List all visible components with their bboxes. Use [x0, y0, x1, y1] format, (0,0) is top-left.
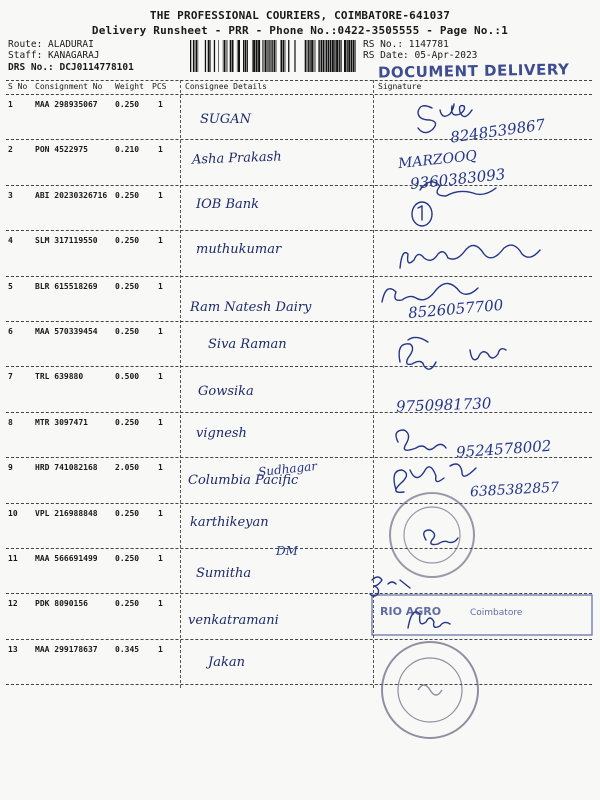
row-separator [6, 366, 592, 367]
table-row [0, 368, 600, 408]
row-sno: 8 [8, 417, 13, 427]
row-weight: 0.345 [115, 644, 140, 654]
row-sno: 5 [8, 281, 13, 291]
table-top-rule [6, 80, 592, 81]
row-pcs: 1 [158, 599, 163, 609]
row-sno: 10 [8, 508, 18, 518]
row-consignment-no: BLR 615518269 [35, 281, 98, 291]
rs-number: RS No.: 1147781 [363, 39, 449, 50]
row-separator [6, 412, 592, 413]
row-consignment-no: ABI 20230326716 [35, 190, 108, 200]
row-sno: 3 [8, 190, 13, 200]
row-consignee: muthukumar [196, 242, 282, 258]
runsheet-subtitle: Delivery Runsheet - PRR - Phone No.:0422-3505555 - Page No.:1 [91, 24, 509, 37]
row-consignee: karthikeyan [190, 514, 269, 530]
marzooq-note: MARZOOQ [397, 147, 478, 173]
table-row [0, 278, 600, 318]
row-consignment-no: PDK 8090156 [35, 599, 88, 609]
row-sno: 4 [8, 236, 13, 246]
row-consignment-no: PON 4522975 [35, 145, 88, 155]
table-row [0, 550, 600, 590]
staff-label: Staff: KANAGARAJ [8, 50, 100, 61]
col-header-consignee: Consignee Details [185, 82, 267, 91]
row-consignment-no: VPL 216988848 [35, 508, 98, 518]
row-pcs: 1 [158, 417, 163, 427]
row-weight: 0.250 [115, 417, 140, 427]
phone-row-7: 9750981730 [395, 394, 492, 416]
row-separator [6, 321, 592, 322]
row-separator [6, 593, 592, 594]
col-header-signature: Signature [378, 82, 422, 91]
row-weight: 0.250 [115, 100, 140, 109]
row-sno: 7 [8, 372, 13, 382]
row-weight: 0.250 [115, 236, 140, 246]
row-separator [6, 230, 592, 231]
phone-row-8: 9524578002 [455, 436, 552, 462]
table-row [0, 595, 600, 635]
rect-stamp-line2: Coimbatore [470, 608, 523, 618]
rect-stamp-line1: RIO AGRO [380, 605, 442, 618]
route-label: Route: ALADURAI [8, 39, 94, 50]
table-row [0, 141, 600, 181]
row-pcs: 1 [158, 327, 163, 336]
row-pcs: 1 [158, 100, 163, 109]
row-consignment-no: SLM 317119550 [35, 236, 98, 246]
row-pcs: 1 [158, 644, 163, 654]
row-sno: 6 [8, 327, 13, 336]
row-sno: 1 [8, 100, 13, 109]
phone-row-9: 6385382857 [469, 479, 560, 501]
row-consignee: IOB Bank [196, 196, 260, 212]
row-consignment-no: MAA 298935067 [35, 100, 98, 109]
table-row [0, 323, 600, 363]
row-weight: 0.250 [115, 190, 140, 200]
row-separator [6, 139, 592, 140]
row-pcs: 1 [158, 190, 163, 200]
row-weight: 0.250 [115, 554, 140, 563]
row-consignee: Asha Prakash [191, 149, 282, 168]
row-pcs: 1 [158, 236, 163, 246]
row-consignment-no: TRL 639880 [35, 372, 84, 382]
row-consignee: Sumitha [196, 566, 252, 581]
row-separator [6, 639, 592, 640]
table-row [0, 505, 600, 545]
phone-row-1: 8248539867 [449, 115, 547, 147]
row-separator [6, 185, 592, 186]
row-consignee: vignesh [196, 425, 247, 441]
row-pcs: 1 [158, 372, 163, 382]
row-consignee: venkatramani [188, 613, 279, 629]
row-pcs: 1 [158, 281, 163, 291]
row-separator [6, 276, 592, 277]
rs-date: RS Date: 05-Apr-2023 [363, 50, 478, 61]
row-weight: 0.210 [115, 145, 140, 155]
row-consignment-no: MAA 570339454 [35, 327, 98, 336]
row-pcs: 1 [158, 554, 163, 563]
row-separator [6, 548, 592, 549]
row-pcs: 1 [158, 508, 163, 518]
row-consignee: Gowsika [198, 384, 254, 400]
row-weight: 2.050 [115, 463, 140, 473]
row-pcs: 1 [158, 145, 163, 155]
row-weight: 0.250 [115, 599, 140, 609]
row-separator [6, 684, 592, 685]
row-consignee: Ram Natesh Dairy [190, 299, 312, 315]
row-consignment-no: MTR 3097471 [35, 417, 88, 427]
phone-row-2: 9360383093 [409, 165, 507, 193]
barcode-image [190, 40, 358, 72]
table-row [0, 187, 600, 227]
phone-row-5: 8526057700 [407, 295, 505, 323]
note-row-9: Sudhagar [257, 458, 318, 480]
row-sno: 11 [8, 554, 18, 563]
row-consignment-no: MAA 299178637 [35, 644, 98, 654]
row-separator [6, 503, 592, 504]
drs-number: DRS No.: DCJ0114778101 [8, 62, 134, 73]
row-sno: 12 [8, 599, 18, 609]
row-consignment-no: MAA 566691499 [35, 554, 98, 563]
row-consignee: SUGAN [200, 112, 252, 127]
document-delivery-stamp: DOCUMENT DELIVERY [377, 60, 570, 82]
row-sno: 9 [8, 463, 13, 473]
row-weight: 0.500 [115, 372, 140, 382]
col-header-sno: S No [8, 82, 28, 91]
row-sno: 2 [8, 145, 13, 155]
table-row [0, 641, 600, 681]
row-pcs: 1 [158, 463, 163, 473]
col-header-consignment: Consignment No [35, 82, 103, 91]
row-weight: 0.250 [115, 327, 140, 336]
row-weight: 0.250 [115, 508, 140, 518]
note-row-10: DM [276, 544, 298, 558]
col-header-weight: Weight [115, 82, 144, 91]
row-consignment-no: HRD 741082168 [35, 463, 98, 473]
row-consignee: Siva Raman [208, 337, 287, 352]
table-row [0, 232, 600, 272]
row-consignee: Jakan [208, 654, 245, 670]
row-sno: 13 [8, 644, 18, 654]
col-header-pcs: PCS [152, 82, 167, 91]
header-bottom-rule [6, 94, 592, 95]
row-weight: 0.250 [115, 281, 140, 291]
runsheet-title: THE PROFESSIONAL COURIERS, COIMBATORE-641037 [149, 9, 451, 22]
row-consignee: Columbia Pacific [188, 473, 299, 489]
